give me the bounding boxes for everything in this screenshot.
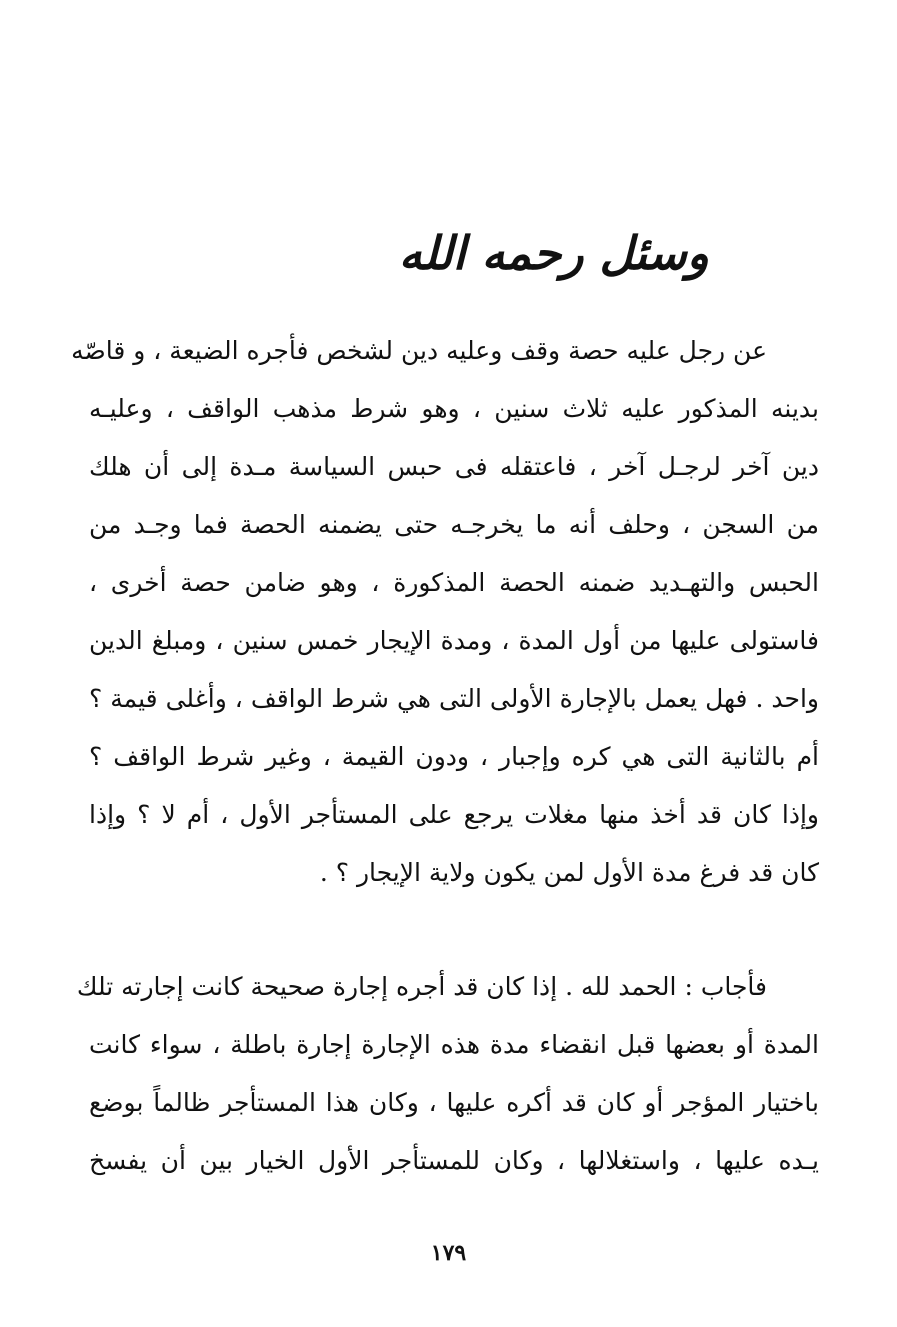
page-number: ١٧٩ [430,1240,467,1266]
question-line: فاستولى عليها من أول المدة ، ومدة الإيجار خمس سنين ، ومبلغ الدين [89,626,819,655]
question-line: دين آخر لرجـل آخر ، فاعتقله فى حبس السياسة مـدة إلى أن هلك [89,452,819,481]
question-line: كان قد فرغ مدة الأول لمن يكون ولاية الإيجار ؟ . [319,858,819,887]
answer-paragraph [76,958,819,1190]
question-line: الحبس والتهـديد ضمنه الحصة المذكورة ، وهو ضامن حصة أخرى ، [89,568,819,597]
answer-line: باختيار المؤجر أو كان قد أكره عليها ، وكان هذا المستأجر ظالماً بوضع [89,1088,819,1117]
question-line: عن رجل عليه حصة وقف وعليه دين لشخص فأجره الضيعة ، و قاصّه [71,336,767,365]
question-line: بدينه المذكور عليه ثلاث سنين ، وهو شرط مذهب الواقف ، وعليـه [89,394,819,423]
question-line: واحد . فهل يعمل بالإجارة الأولى التى هي شرط الواقف ، وأغلى قيمة ؟ [89,684,819,713]
question-line: أم بالثانية التى هي كره وإجبار ، ودون القيمة ، وغير شرط الواقف ؟ [89,742,819,771]
section-heading: وسئل رحمه الله [398,226,709,280]
answer-line: المدة أو بعضها قبل انقضاء مدة هذه الإجارة إجارة باطلة ، سواء كانت [89,1030,819,1059]
question-paragraph [71,322,819,902]
answer-line: فأجاب : الحمد لله . إذا كان قد أجره إجارة صحيحة كانت إجارته تلك [76,972,767,1001]
question-line: وإذا كان قد أخذ منها مغلات يرجع على المستأجر الأول ، أم لا ؟ وإذا [89,800,819,829]
question-line: من السجن ، وحلف أنه ما يخرجـه حتى يضمنه الحصة فما وجـد من [89,510,819,539]
answer-line: يـده عليها ، واستغلالها ، وكان للمستأجر الأول الخيار بين أن يفسخ [89,1146,819,1175]
